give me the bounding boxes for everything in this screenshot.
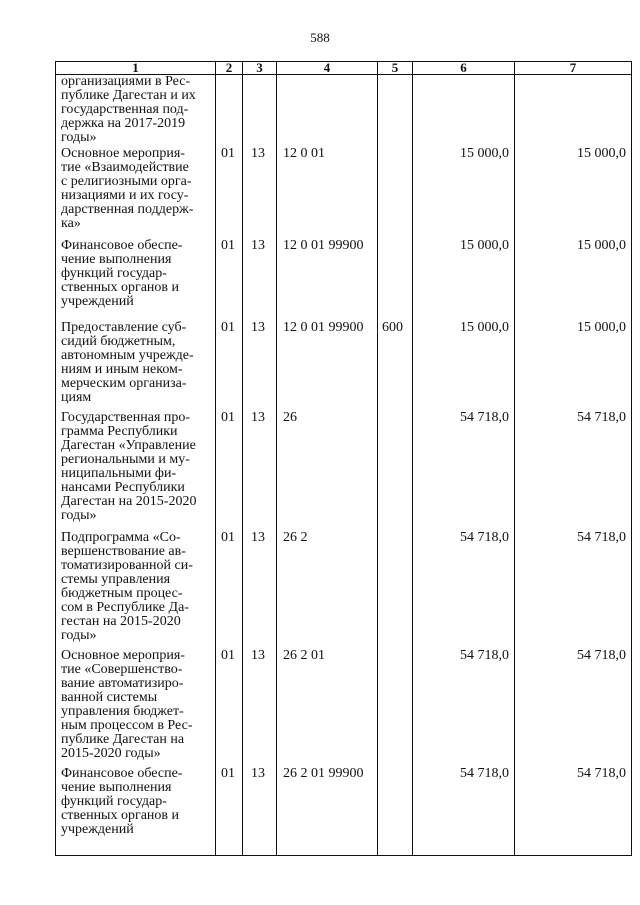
table-row: [56, 321, 632, 411]
row-amount-2019-text: 15 000,0: [460, 319, 509, 335]
column-header-5: 5: [378, 62, 413, 75]
row-section-text: 01: [221, 765, 235, 781]
row-target-code-text: 26 2: [283, 529, 308, 545]
row-name: [56, 531, 216, 649]
row-amount-2019: [413, 531, 515, 649]
row-amount-2020: [515, 767, 632, 856]
row-amount-2019-text: 54 718,0: [460, 529, 509, 545]
row-section-text: 01: [221, 319, 235, 335]
row-expense-type: [378, 649, 413, 767]
row-subsection: [243, 147, 277, 239]
row-amount-2019: [413, 75, 515, 147]
row-expense-type: [378, 75, 413, 147]
column-header-3: 3: [243, 62, 277, 75]
row-subsection: [243, 767, 277, 856]
row-expense-type: [378, 767, 413, 856]
row-expense-type-text: 600: [382, 319, 403, 335]
row-amount-2020: [515, 649, 632, 767]
row-subsection: [243, 531, 277, 649]
row-subsection-text: 13: [251, 237, 265, 253]
header-row: [56, 62, 632, 75]
row-name-text: Государственная про- грамма Республики Дагестан «Управление региональными и му- ниципальными фи- нансами Республики Дагестан на 2015-2020 годы»: [61, 409, 197, 523]
column-header-7: 7: [515, 62, 632, 75]
row-section: [216, 411, 243, 531]
row-section: [216, 649, 243, 767]
row-target-code: [277, 321, 378, 411]
row-expense-type: [378, 239, 413, 321]
table-row: [56, 411, 632, 531]
row-target-code: [277, 75, 378, 147]
row-subsection-text: 13: [251, 529, 265, 545]
row-name: [56, 649, 216, 767]
budget-table: [55, 61, 632, 856]
row-target-code-text: 12 0 01 99900: [283, 237, 364, 253]
row-section: [216, 147, 243, 239]
row-name-text: Основное мероприя- тие «Совершенство- вание автоматизиро- ванной системы управления бюджет- ным процессом в Рес- публике Дагестан на 2015-2020 годы»: [61, 647, 193, 761]
row-amount-2020: [515, 147, 632, 239]
row-amount-2020: [515, 321, 632, 411]
row-subsection-text: 13: [251, 145, 265, 161]
row-name: [56, 75, 216, 147]
row-name: [56, 239, 216, 321]
row-name-text: Подпрограмма «Со- вершенствование ав- томатизированной си- стемы управления бюджетным процес- сом в Республике Да- гестан на 2015-2020 годы»: [61, 529, 193, 643]
row-amount-2019-text: 15 000,0: [460, 237, 509, 253]
row-amount-2019-text: 54 718,0: [460, 409, 509, 425]
row-target-code-text: 26: [283, 409, 297, 425]
row-amount-2019: [413, 147, 515, 239]
row-target-code: [277, 767, 378, 856]
row-section: [216, 75, 243, 147]
table-row: [56, 767, 632, 856]
row-section-text: 01: [221, 409, 235, 425]
row-amount-2019: [413, 321, 515, 411]
row-section-text: 01: [221, 237, 235, 253]
row-subsection-text: 13: [251, 409, 265, 425]
row-amount-2020-text: 15 000,0: [577, 145, 626, 161]
row-section: [216, 239, 243, 321]
row-amount-2019: [413, 239, 515, 321]
row-name-text: Финансовое обеспе- чение выполнения функций государ- ственных органов и учреждений: [61, 237, 183, 309]
row-section-text: 01: [221, 145, 235, 161]
column-header-2: 2: [216, 62, 243, 75]
row-amount-2020: [515, 75, 632, 147]
row-target-code-text: 26 2 01: [283, 647, 325, 663]
row-amount-2020-text: 54 718,0: [577, 529, 626, 545]
row-expense-type: [378, 411, 413, 531]
row-section: [216, 321, 243, 411]
row-amount-2019-text: 54 718,0: [460, 647, 509, 663]
row-name: [56, 411, 216, 531]
row-name: [56, 767, 216, 856]
row-amount-2019-text: 15 000,0: [460, 145, 509, 161]
row-amount-2020-text: 54 718,0: [577, 647, 626, 663]
row-amount-2019: [413, 411, 515, 531]
row-expense-type: [378, 531, 413, 649]
row-target-code: [277, 649, 378, 767]
column-header-4: 4: [277, 62, 378, 75]
row-subsection-text: 13: [251, 765, 265, 781]
row-amount-2019: [413, 767, 515, 856]
row-amount-2020-text: 15 000,0: [577, 319, 626, 335]
table-row: [56, 531, 632, 649]
row-subsection-text: 13: [251, 319, 265, 335]
row-amount-2020: [515, 239, 632, 321]
row-section: [216, 531, 243, 649]
row-section-text: 01: [221, 647, 235, 663]
row-target-code-text: 12 0 01 99900: [283, 319, 364, 335]
row-name-text: Финансовое обеспе- чение выполнения функций государ- ственных органов и учреждений: [61, 765, 183, 837]
row-amount-2020-text: 54 718,0: [577, 765, 626, 781]
table-row: [56, 75, 632, 147]
row-expense-type: [378, 147, 413, 239]
row-target-code-text: 26 2 01 99900: [283, 765, 364, 781]
row-name: [56, 321, 216, 411]
row-name-text: Основное мероприя- тие «Взаимодействие с религиозными орга- низациями и их госу- дарственная поддерж- ка»: [61, 145, 194, 231]
page-number: 588: [310, 30, 330, 45]
row-subsection-text: 13: [251, 647, 265, 663]
row-name-text: организациями в Рес- публике Дагестан и их государственная под- держка на 2017-2019 годы»: [61, 74, 196, 145]
row-name-text: Предоставление суб- сидий бюджетным, автономным учрежде- ниям и иным неком- мерческим организа- циям: [61, 319, 194, 405]
row-section: [216, 767, 243, 856]
table-row: [56, 239, 632, 321]
row-subsection: [243, 411, 277, 531]
column-header-6: 6: [413, 62, 515, 75]
row-section-text: 01: [221, 529, 235, 545]
row-subsection: [243, 649, 277, 767]
row-target-code: [277, 531, 378, 649]
row-amount-2019: [413, 649, 515, 767]
row-target-code: [277, 147, 378, 239]
row-amount-2020-text: 54 718,0: [577, 409, 626, 425]
row-subsection: [243, 321, 277, 411]
table-row: [56, 649, 632, 767]
row-amount-2020-text: 15 000,0: [577, 237, 626, 253]
row-expense-type: [378, 321, 413, 411]
column-header-1: 1: [56, 62, 216, 75]
row-subsection: [243, 239, 277, 321]
row-name: [56, 147, 216, 239]
table-row: [56, 147, 632, 239]
row-target-code-text: 12 0 01: [283, 145, 325, 161]
row-amount-2020: [515, 531, 632, 649]
row-target-code: [277, 411, 378, 531]
row-amount-2020: [515, 411, 632, 531]
row-target-code: [277, 239, 378, 321]
row-subsection: [243, 75, 277, 147]
row-amount-2019-text: 54 718,0: [460, 765, 509, 781]
